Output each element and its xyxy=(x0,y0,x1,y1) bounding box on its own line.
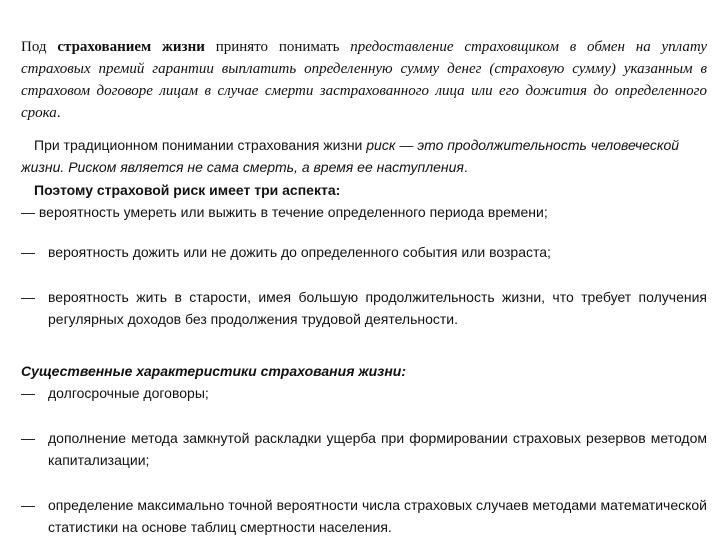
aspect-item-text: вероятность жить в старости, имея большую продолжительность жизни, что требует получения регулярных доходов без продолжения трудовой деятельности. xyxy=(48,289,707,327)
dash-marker: — xyxy=(21,244,35,260)
risk-paragraph xyxy=(21,134,707,178)
characteristics-heading: Существенные характеристики страхования жизни: xyxy=(21,363,406,379)
characteristic-item-text: определение максимально точной вероятности числа страховых случаев методами математической статистики на основе таблиц смертности населения. xyxy=(48,497,707,535)
definition-text: предоставление страховщиком в обмен на уплату страховых премий гарантии выплатить определенную сумму денег (страховую сумму) указанным в страховом договоре лицам в случае смерти застрахованного лица или его дожития до определенного срока xyxy=(21,39,708,121)
definition-term: страхованием жизни xyxy=(57,39,205,55)
characteristic-item-text: дополнение метода замкнутой раскладки ущерба при формировании страховых резервов методом капитализации; xyxy=(48,430,707,468)
characteristic-item-1 xyxy=(21,382,707,404)
dash-marker: — xyxy=(21,430,35,446)
dash-marker: — xyxy=(21,289,35,305)
risk-text: риск — это продолжительность человеческой жизни. Риском является не сама смерть, а время ее наступления xyxy=(21,137,680,175)
characteristic-item-2 xyxy=(21,427,707,471)
aspect-item-3 xyxy=(21,286,707,330)
aspects-heading: Поэтому страховой риск имеет три аспекта: xyxy=(34,182,341,198)
aspect-item-text: вероятность дожить или не дожить до определенного события или возраста; xyxy=(48,244,551,260)
dash-marker: — xyxy=(21,497,35,513)
definition-end: . xyxy=(56,105,61,121)
characteristic-item-text: долгосрочные договоры; xyxy=(48,385,209,401)
risk-intro: При традиционном понимании страхования жизни xyxy=(34,137,363,153)
slide-content xyxy=(21,36,707,538)
definition-prefix: Под xyxy=(21,39,47,55)
dash-marker: — xyxy=(21,385,35,401)
aspect-item-1: — вероятность умереть или выжить в течение определенного периода времени; xyxy=(21,204,548,220)
definition-paragraph xyxy=(21,36,707,124)
risk-end: . xyxy=(463,159,468,175)
aspect-item-2 xyxy=(21,241,707,263)
definition-middle: принято понимать xyxy=(215,39,340,55)
characteristic-item-3 xyxy=(21,494,707,538)
